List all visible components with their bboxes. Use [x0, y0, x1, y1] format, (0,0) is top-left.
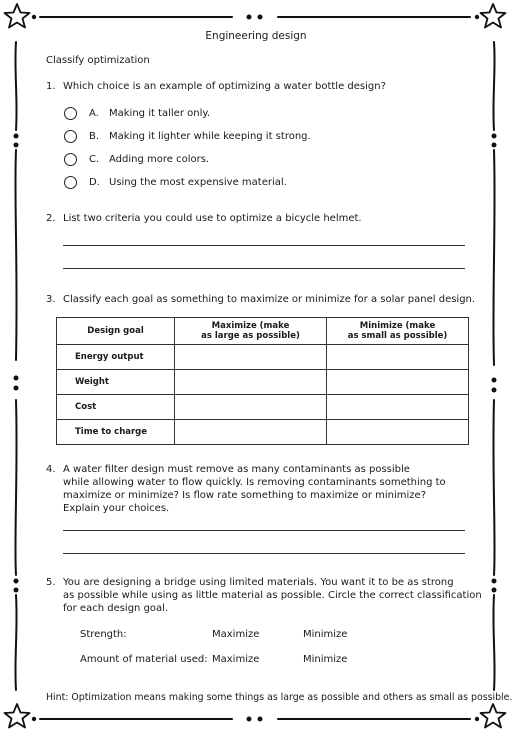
q1-number: 1. — [46, 81, 56, 92]
option-text: Using the most expensive material. — [109, 177, 287, 188]
border-dot — [247, 15, 252, 20]
q3-number: 3. — [46, 294, 56, 305]
page-title: Engineering design — [205, 30, 307, 42]
option-letter: B. — [89, 131, 100, 142]
q4-line-4: Explain your choices. — [63, 503, 170, 514]
radio-circle-d[interactable] — [64, 176, 77, 189]
star-icon — [481, 704, 506, 728]
q5-choice-maximize[interactable]: Maximize — [212, 629, 260, 640]
q5-choice-maximize[interactable]: Maximize — [212, 654, 260, 665]
header-minimize-line2: as small as possible) — [347, 331, 448, 341]
goal-label: Cost — [57, 395, 175, 420]
q1-text: Which choice is an example of optimizing a water bottle design? — [63, 81, 386, 92]
border-dot — [14, 588, 19, 593]
border-line-left-bottom — [15, 595, 16, 690]
minimize-cell[interactable] — [327, 345, 469, 370]
border-dot — [492, 579, 497, 584]
header-design-goal: Design goal — [57, 318, 175, 345]
table-row — [57, 420, 469, 445]
border-dot — [492, 143, 497, 148]
border-dot — [32, 717, 36, 721]
goal-label: Weight — [57, 370, 175, 395]
minimize-cell[interactable] — [327, 395, 469, 420]
border-dot — [475, 15, 479, 19]
maximize-cell[interactable] — [175, 395, 327, 420]
option-text: Making it taller only. — [109, 108, 211, 119]
border-dot — [14, 579, 19, 584]
answer-line[interactable] — [63, 530, 465, 531]
border-dot — [258, 15, 263, 20]
radio-circle-a[interactable] — [64, 107, 77, 120]
answer-line[interactable] — [63, 245, 465, 246]
q5-line-1: You are designing a bridge using limited materials. You want it to be as strong — [63, 577, 454, 588]
option-text: Making it lighter while keeping it strong. — [109, 131, 311, 142]
border-line-right-lower — [493, 400, 494, 575]
border-dot — [492, 388, 497, 393]
hint-text: Hint: Optimization means making some things as large as possible and others as small as possible. — [46, 692, 512, 703]
table-row — [57, 370, 469, 395]
header-maximize-line1: Maximize (make — [211, 321, 290, 331]
table-row — [57, 345, 469, 370]
border-dot — [14, 376, 19, 381]
answer-line[interactable] — [63, 553, 465, 554]
border-dot — [247, 717, 252, 722]
option-letter: D. — [89, 177, 100, 188]
minimize-cell[interactable] — [327, 420, 469, 445]
q5-item-label: Strength: — [80, 629, 127, 640]
maximize-cell[interactable] — [175, 420, 327, 445]
q4-line-2: while allowing water to flow quickly. Is removing contaminants something to — [63, 477, 446, 488]
q5-line-2: as possible while using as little material as possible. Circle the correct classification — [63, 590, 482, 601]
goal-label: Energy output — [57, 345, 175, 370]
option-text: Adding more colors. — [109, 154, 210, 165]
minimize-cell[interactable] — [327, 370, 469, 395]
q5-choice-minimize[interactable]: Minimize — [303, 654, 348, 665]
worksheet-subtitle: Classify optimization — [46, 55, 150, 66]
header-minimize — [327, 318, 469, 345]
star-icon — [5, 704, 30, 728]
border-dot — [492, 378, 497, 383]
border-line-right-middle — [493, 150, 494, 365]
q2-text: List two criteria you could use to optimize a bicycle helmet. — [63, 213, 362, 224]
border-line-right-upper — [493, 42, 494, 130]
answer-line[interactable] — [63, 268, 465, 269]
table-row — [57, 395, 469, 420]
q2-number: 2. — [46, 213, 56, 224]
border-dot — [492, 588, 497, 593]
border-dot — [14, 134, 19, 139]
border-line-right-bottom — [493, 595, 494, 690]
border-dot — [14, 386, 19, 391]
border-line-left-lower — [15, 400, 16, 575]
classification-table — [56, 317, 469, 445]
border-dot — [258, 717, 263, 722]
q5-choice-minimize[interactable]: Minimize — [303, 629, 348, 640]
border-dot — [492, 134, 497, 139]
border-dot — [14, 143, 19, 148]
border-line-left-middle — [15, 150, 16, 360]
border-dot — [475, 717, 479, 721]
border-line-left-upper — [15, 42, 16, 130]
option-letter: C. — [89, 154, 100, 165]
star-icon — [5, 4, 30, 28]
q4-line-1: A water filter design must remove as many contaminants as possible — [63, 464, 410, 475]
radio-circle-c[interactable] — [64, 153, 77, 166]
goal-label: Time to charge — [57, 420, 175, 445]
border-dot — [32, 15, 36, 19]
q4-number: 4. — [46, 464, 56, 475]
maximize-cell[interactable] — [175, 345, 327, 370]
star-icon — [481, 4, 506, 28]
header-maximize-line2: as large as possible) — [201, 331, 300, 341]
q5-item-label: Amount of material used: — [80, 654, 208, 665]
q5-line-3: for each design goal. — [63, 603, 169, 614]
table-header-row — [57, 318, 469, 345]
q5-number: 5. — [46, 577, 56, 588]
option-letter: A. — [89, 108, 99, 119]
maximize-cell[interactable] — [175, 370, 327, 395]
header-maximize — [175, 318, 327, 345]
radio-circle-b[interactable] — [64, 130, 77, 143]
q4-line-3: maximize or minimize? Is flow rate something to maximize or minimize? — [63, 490, 426, 501]
header-minimize-line1: Minimize (make — [359, 321, 436, 331]
q3-text: Classify each goal as something to maximize or minimize for a solar panel design. — [63, 294, 476, 305]
